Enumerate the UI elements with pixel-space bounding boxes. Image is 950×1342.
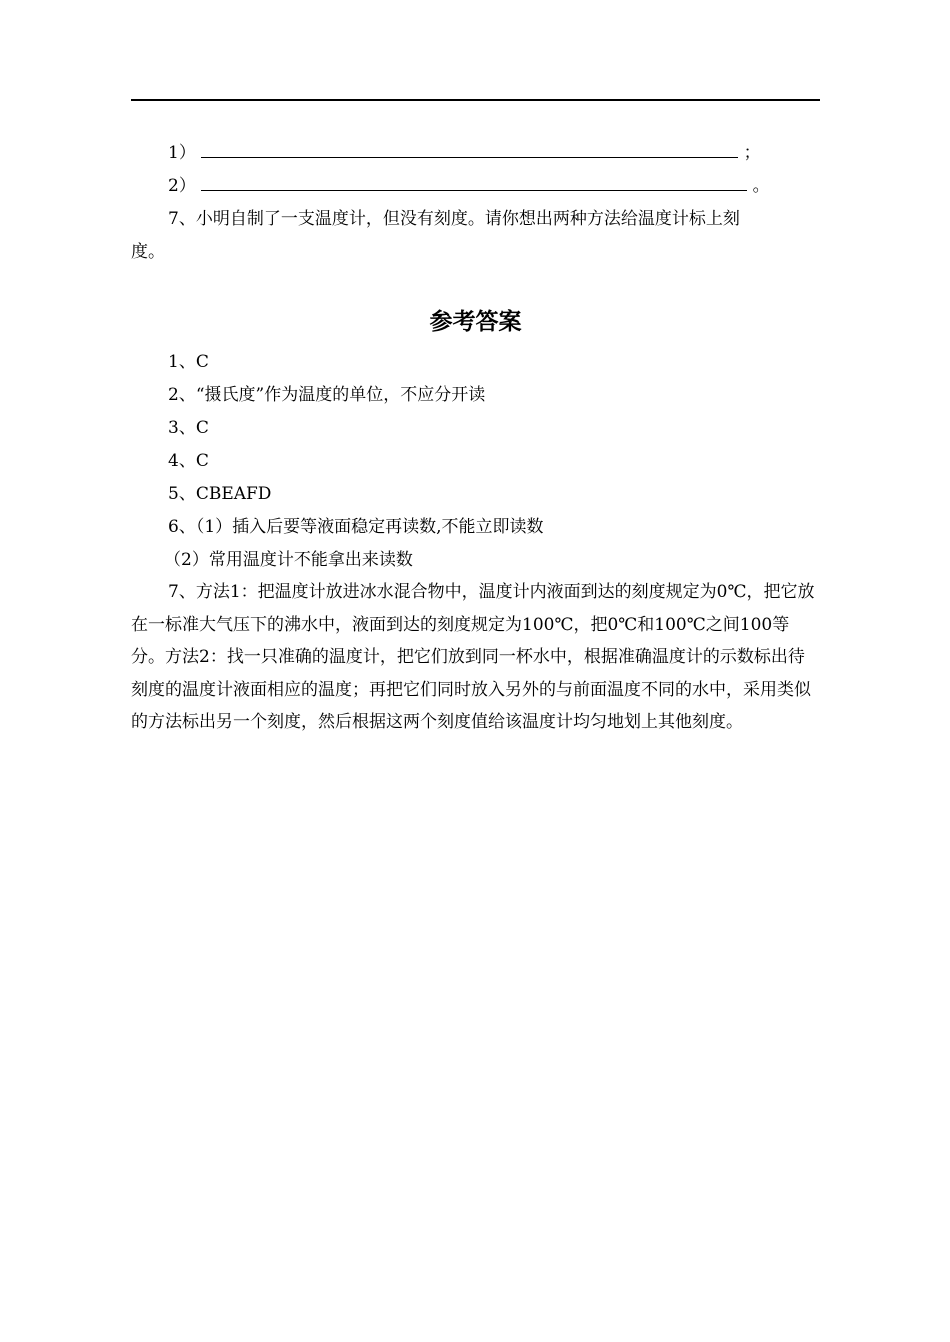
blank-1-punct: ；	[743, 143, 761, 163]
answer-5: 5、CBEAFD	[168, 484, 272, 504]
answers-heading: 参考答案	[429, 309, 522, 335]
answer-1: 1、C	[168, 352, 209, 372]
answer-4: 4、C	[168, 451, 209, 471]
question-7-line-2: 度。	[131, 242, 165, 262]
question-7-line-1: 7、小明自制了一支温度计，但没有刻度。请你想出两种方法给温度计标上刻	[168, 209, 740, 229]
blank-2-underline	[201, 176, 747, 191]
answer-6-part-2: （2）常用温度计不能拿出来读数	[164, 550, 413, 570]
answer-7: 7、方法1：把温度计放进冰水混合物中，温度计内液面到达的刻度规定为0℃，把它放在一标准大气压下的沸水中，液面到达的刻度规定为100℃，把0℃和100℃之间100等分。方法2：找一只准确的温度计，把它们放到同一杯水中，根据准确温度计的示数标出待刻度的温度计液面相应的温度；再把它们同时放入另外的与前面温度不同的水中，采用类似的方法标出另一个刻度，然后根据这两个刻度值给该温度计均匀地划上其他刻度。	[131, 582, 815, 732]
blank-1-label: 1）	[168, 143, 196, 163]
answer-6-part-1: 6、（1）插入后要等液面稳定再读数,不能立即读数	[168, 517, 544, 537]
blank-1-underline	[201, 143, 738, 158]
blank-2-label: 2）	[168, 176, 196, 196]
blank-line-2	[131, 176, 820, 196]
answer-3: 3、C	[168, 418, 209, 438]
blank-2-punct: 。	[752, 176, 770, 196]
header-rule	[131, 99, 820, 101]
blank-line-1	[131, 143, 820, 163]
answer-2: 2、“摄氏度”作为温度的单位，不应分开读	[168, 385, 486, 405]
